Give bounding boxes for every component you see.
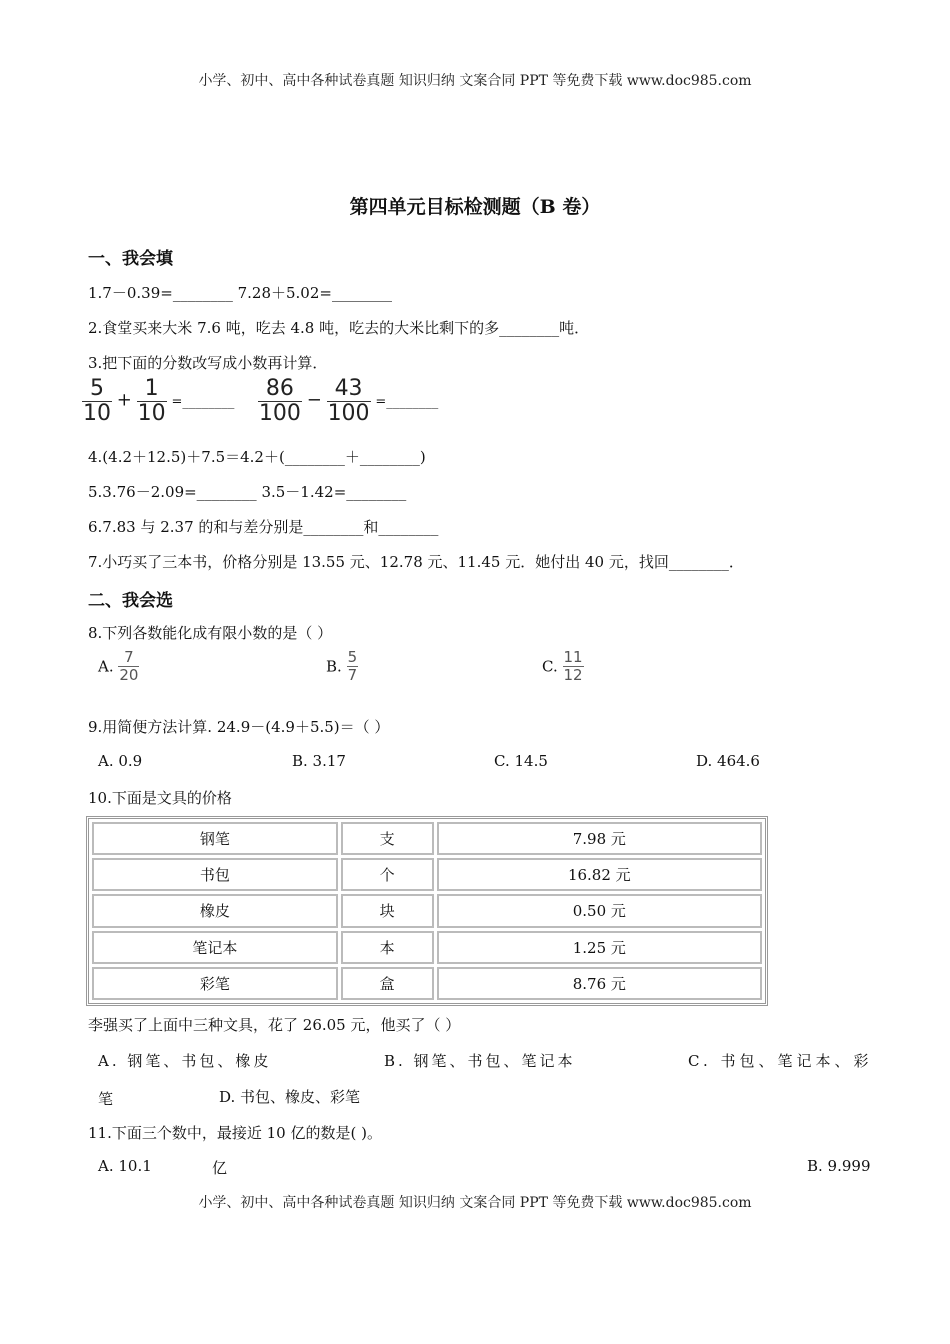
page-header: 小学、初中、高中各种试卷真题 知识归纳 文案合同 PPT 等免费下载 www.doc985.com xyxy=(198,73,752,89)
fraction xyxy=(118,650,139,683)
q10-option-d: D. 书包、橡皮、彩笔 xyxy=(219,1088,361,1106)
option-label: B. xyxy=(326,657,342,676)
numerator: 11 xyxy=(563,648,583,666)
question-3-fraction-expression xyxy=(82,378,438,425)
question-9: 9.用简便方法计算. 24.9－(4.9＋5.5)＝（ ） xyxy=(88,718,390,736)
table-cell: 笔记本 xyxy=(92,931,338,964)
question-10-text: 李强买了上面中三种文具，花了 26.05 元，他买了（ ） xyxy=(88,1016,461,1034)
section-fill-heading: 一、我会填 xyxy=(88,249,173,269)
fraction xyxy=(137,378,167,425)
q9-option-d: D. 464.6 xyxy=(696,752,760,770)
numerator: 5 xyxy=(90,376,104,401)
q11-option-a: A. 10.1 xyxy=(98,1157,152,1175)
q9-option-c: C. 14.5 xyxy=(494,752,548,770)
question-11: 11.下面三个数中，最接近 10 亿的数是( )。 xyxy=(88,1124,382,1142)
denominator: 100 xyxy=(258,401,301,426)
table-cell: 盒 xyxy=(341,967,434,1000)
table-cell: 1.25 元 xyxy=(437,931,762,964)
plus-sign: + xyxy=(116,389,132,411)
table-cell: 钢笔 xyxy=(92,822,338,855)
numerator: 1 xyxy=(144,376,159,401)
question-6: 6.7.83 与 2.37 的和与差分别是________和________ xyxy=(88,518,439,536)
table-cell: 彩笔 xyxy=(92,967,338,1000)
q8-option-b xyxy=(326,650,358,683)
question-4: 4.(4.2＋12.5)＋7.5＝4.2＋(________＋________) xyxy=(88,448,426,466)
question-1: 1.7－0.39=________ 7.28＋5.02=________ xyxy=(88,284,392,302)
q10-option-b: B. 钢笔、书包、笔记本 xyxy=(384,1052,576,1070)
fraction xyxy=(82,378,112,425)
q8-option-c xyxy=(542,650,584,683)
table-cell: 本 xyxy=(341,931,434,964)
denominator: 100 xyxy=(327,401,370,426)
fraction xyxy=(563,650,584,683)
table-row xyxy=(92,858,762,891)
table-cell: 橡皮 xyxy=(92,894,338,927)
question-10: 10.下面是文具的价格 xyxy=(88,789,232,807)
table-cell: 支 xyxy=(341,822,434,855)
denominator: 10 xyxy=(83,401,111,426)
fraction xyxy=(327,378,371,425)
denominator: 12 xyxy=(563,666,583,684)
section-choice-heading: 二、我会选 xyxy=(88,591,173,611)
page-footer: 小学、初中、高中各种试卷真题 知识归纳 文案合同 PPT 等免费下载 www.doc985.com xyxy=(198,1195,752,1211)
answer-blank: =________ xyxy=(171,394,235,410)
table-cell: 书包 xyxy=(92,858,338,891)
numerator: 7 xyxy=(124,648,134,666)
option-label: C. xyxy=(542,657,558,676)
fraction xyxy=(347,650,359,683)
numerator: 86 xyxy=(265,376,294,401)
table-row xyxy=(92,894,762,927)
numerator: 43 xyxy=(334,376,363,401)
page-title: 第四单元目标检测题（B 卷） xyxy=(349,196,601,218)
denominator: 20 xyxy=(119,666,139,684)
q10-option-c: C. 书包、笔记本、彩 xyxy=(688,1052,873,1070)
q8-option-a xyxy=(98,650,139,683)
table-row xyxy=(92,822,762,855)
numerator: 5 xyxy=(347,648,358,666)
q11-option-b: B. 9.999 xyxy=(807,1157,871,1175)
table-cell: 0.50 元 xyxy=(437,894,762,927)
table-row xyxy=(92,931,762,964)
fraction xyxy=(258,378,302,425)
q10-option-a: A. 钢笔、书包、橡皮 xyxy=(98,1052,272,1070)
question-8: 8.下列各数能化成有限小数的是（ ） xyxy=(88,624,333,642)
q11-option-a-unit: 亿 xyxy=(212,1159,228,1177)
answer-blank: =________ xyxy=(375,394,439,410)
table-cell: 16.82 元 xyxy=(437,858,762,891)
denominator: 10 xyxy=(137,401,166,426)
option-label: A. xyxy=(98,657,114,676)
table-cell: 8.76 元 xyxy=(437,967,762,1000)
table-cell: 7.98 元 xyxy=(437,822,762,855)
denominator: 7 xyxy=(347,666,358,684)
q10-option-c-continued: 笔 xyxy=(98,1090,114,1108)
stationery-price-table xyxy=(86,816,768,1006)
q9-option-a: A. 0.9 xyxy=(98,752,143,770)
table-cell: 个 xyxy=(341,858,434,891)
question-2: 2.食堂买来大米 7.6 吨，吃去 4.8 吨，吃去的大米比剩下的多________吨． xyxy=(88,319,590,337)
q9-option-b: B. 3.17 xyxy=(292,752,346,770)
question-3: 3.把下面的分数改写成小数再计算． xyxy=(88,354,328,372)
question-7: 7.小巧买了三本书，价格分别是 13.55 元、12.78 元、11.45 元．她付出 40 元，找回________． xyxy=(88,553,744,571)
minus-sign: − xyxy=(306,389,322,411)
table-row xyxy=(92,967,762,1000)
table-cell: 块 xyxy=(341,894,434,927)
question-5: 5.3.76－2.09=________ 3.5－1.42=________ xyxy=(88,483,407,501)
